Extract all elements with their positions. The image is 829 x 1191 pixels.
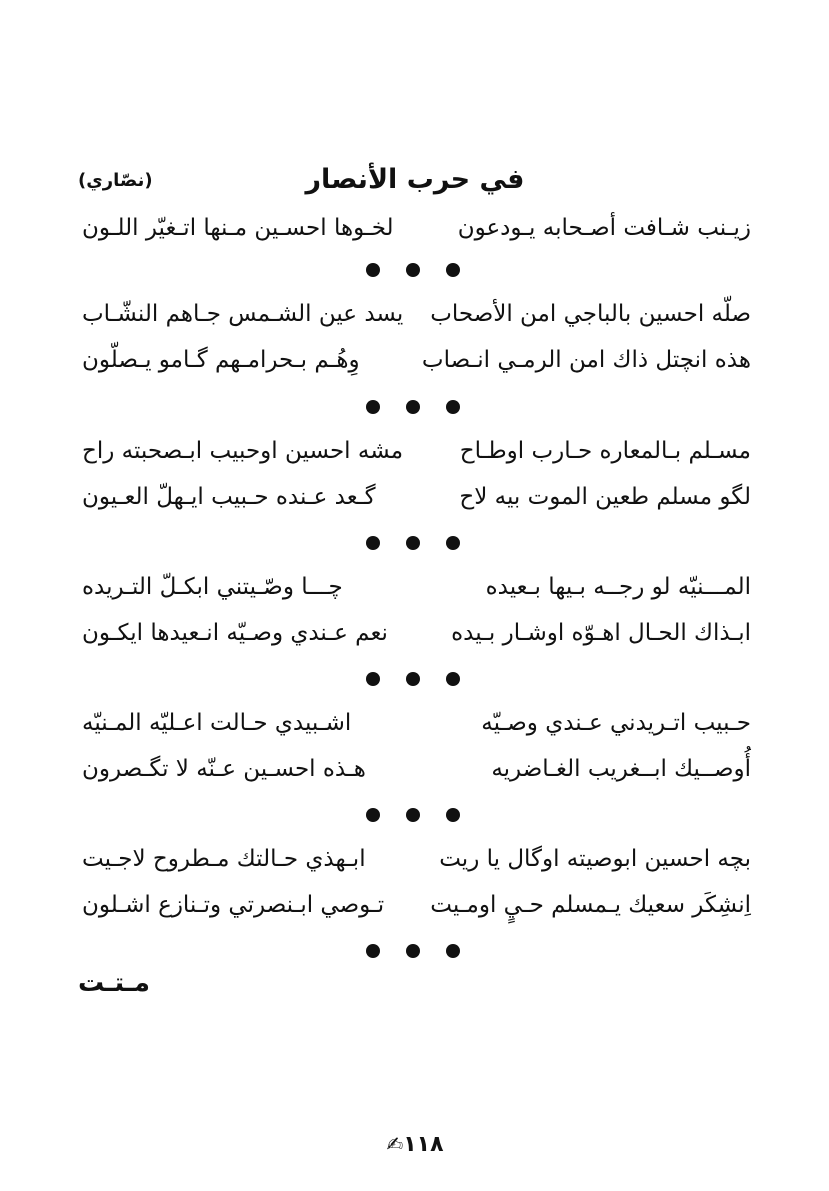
page-footer — [360, 1126, 470, 1163]
verse-left-hemistich: مشه احسين اوحبيب ابـصحبته راح — [82, 438, 404, 464]
stanza-separator — [360, 942, 470, 960]
separator-dot — [446, 536, 460, 550]
verse-right-hemistich: أُوصــيك ابــغريب الغـاضريه — [491, 756, 751, 782]
separator-dot — [446, 808, 460, 822]
separator-dot — [366, 944, 380, 958]
verse-left-hemistich: تـوصي ابـنصرتي وتـنازع اشـلون — [82, 892, 385, 918]
verse-right-hemistich: هذه انچتل ذاك امن الرمـي انـصاب — [421, 347, 751, 373]
verse-right-hemistich: حـبيب اتـريدني عـندي وصـيّه — [481, 710, 751, 736]
separator-dot — [446, 263, 460, 277]
separator-dot — [446, 400, 460, 414]
verse — [0, 338, 829, 382]
verse — [0, 701, 829, 745]
verse-left-hemistich: لخـوها احسـين مـنها اتـغيّر اللـون — [82, 215, 394, 241]
verse — [0, 475, 829, 519]
separator-dot — [406, 263, 420, 277]
verse-right-hemistich: لگو مسلم طعين الموت بيه لاح — [459, 484, 751, 510]
verse — [0, 206, 829, 250]
page-number: ١١٨ — [403, 1132, 444, 1157]
separator-dot — [366, 672, 380, 686]
end-mark: مـتـت — [78, 968, 151, 998]
verse-right-hemistich: مسـلم بـالمعاره حـارب اوطـاح — [459, 438, 751, 464]
quill-icon: ✍ — [386, 1132, 404, 1156]
poem-title: في حرب الأنصار — [305, 164, 525, 195]
verse — [0, 611, 829, 655]
separator-dot — [406, 808, 420, 822]
verse-left-hemistich: گـعد عـنده حـبيب ايـهلّ العـيون — [82, 484, 376, 510]
separator-dot — [366, 263, 380, 277]
verse — [0, 837, 829, 881]
verse-left-hemistich: چـــا وصّـيتني ابكـلّ التـريده — [82, 574, 343, 600]
verse — [0, 883, 829, 927]
separator-dot — [406, 944, 420, 958]
verse — [0, 747, 829, 791]
stanza-separator — [360, 534, 470, 552]
separator-dot — [366, 808, 380, 822]
separator-dot — [406, 400, 420, 414]
verse-right-hemistich: صلّه احسين بالباجي امن الأصحاب — [430, 301, 751, 327]
verse-left-hemistich: هـذه احسـين عـنّه لا تگـصرون — [82, 756, 366, 782]
stanza-separator — [360, 398, 470, 416]
separator-dot — [406, 536, 420, 550]
stanza-separator — [360, 261, 470, 279]
separator-dot — [446, 672, 460, 686]
verse-right-hemistich: المـــنيّه لو رجــه بـيها بـعيده — [485, 574, 751, 600]
verse — [0, 429, 829, 473]
separator-dot — [366, 400, 380, 414]
verse-left-hemistich: ابـهذي حـالتك مـطروح لاجـيت — [82, 846, 366, 872]
stanza-separator — [360, 806, 470, 824]
verse-left-hemistich: اشـبيدي حـالت اعـليّه المـنيّه — [82, 710, 352, 736]
verse-left-hemistich: وِهُـم بـحرامـهم گـامو يـصلّون — [82, 347, 360, 373]
verse-left-hemistich: نعم عـندي وصـيّه انـعيدها ايكـون — [82, 620, 388, 646]
verse-right-hemistich: بچه احسين ابوصيته اوگال يا ريت — [439, 846, 751, 872]
separator-dot — [406, 672, 420, 686]
stanza-separator — [360, 670, 470, 688]
verse-left-hemistich: يسد عين الشـمس جـاهم النشّـاب — [82, 301, 404, 327]
verse-right-hemistich: ابـذاك الحـال اهـوّه اوشـار بـيده — [451, 620, 751, 646]
separator-dot — [366, 536, 380, 550]
verse-right-hemistich: زيـنب شـافت أصـحابه يـودعون — [457, 215, 751, 241]
poem-meter: (نصّاري) — [78, 170, 153, 191]
verse-right-hemistich: اِنشِكَر سعيك يـمسلم حـيٍ اومـيت — [430, 892, 751, 918]
verse — [0, 565, 829, 609]
separator-dot — [446, 944, 460, 958]
verse — [0, 292, 829, 336]
